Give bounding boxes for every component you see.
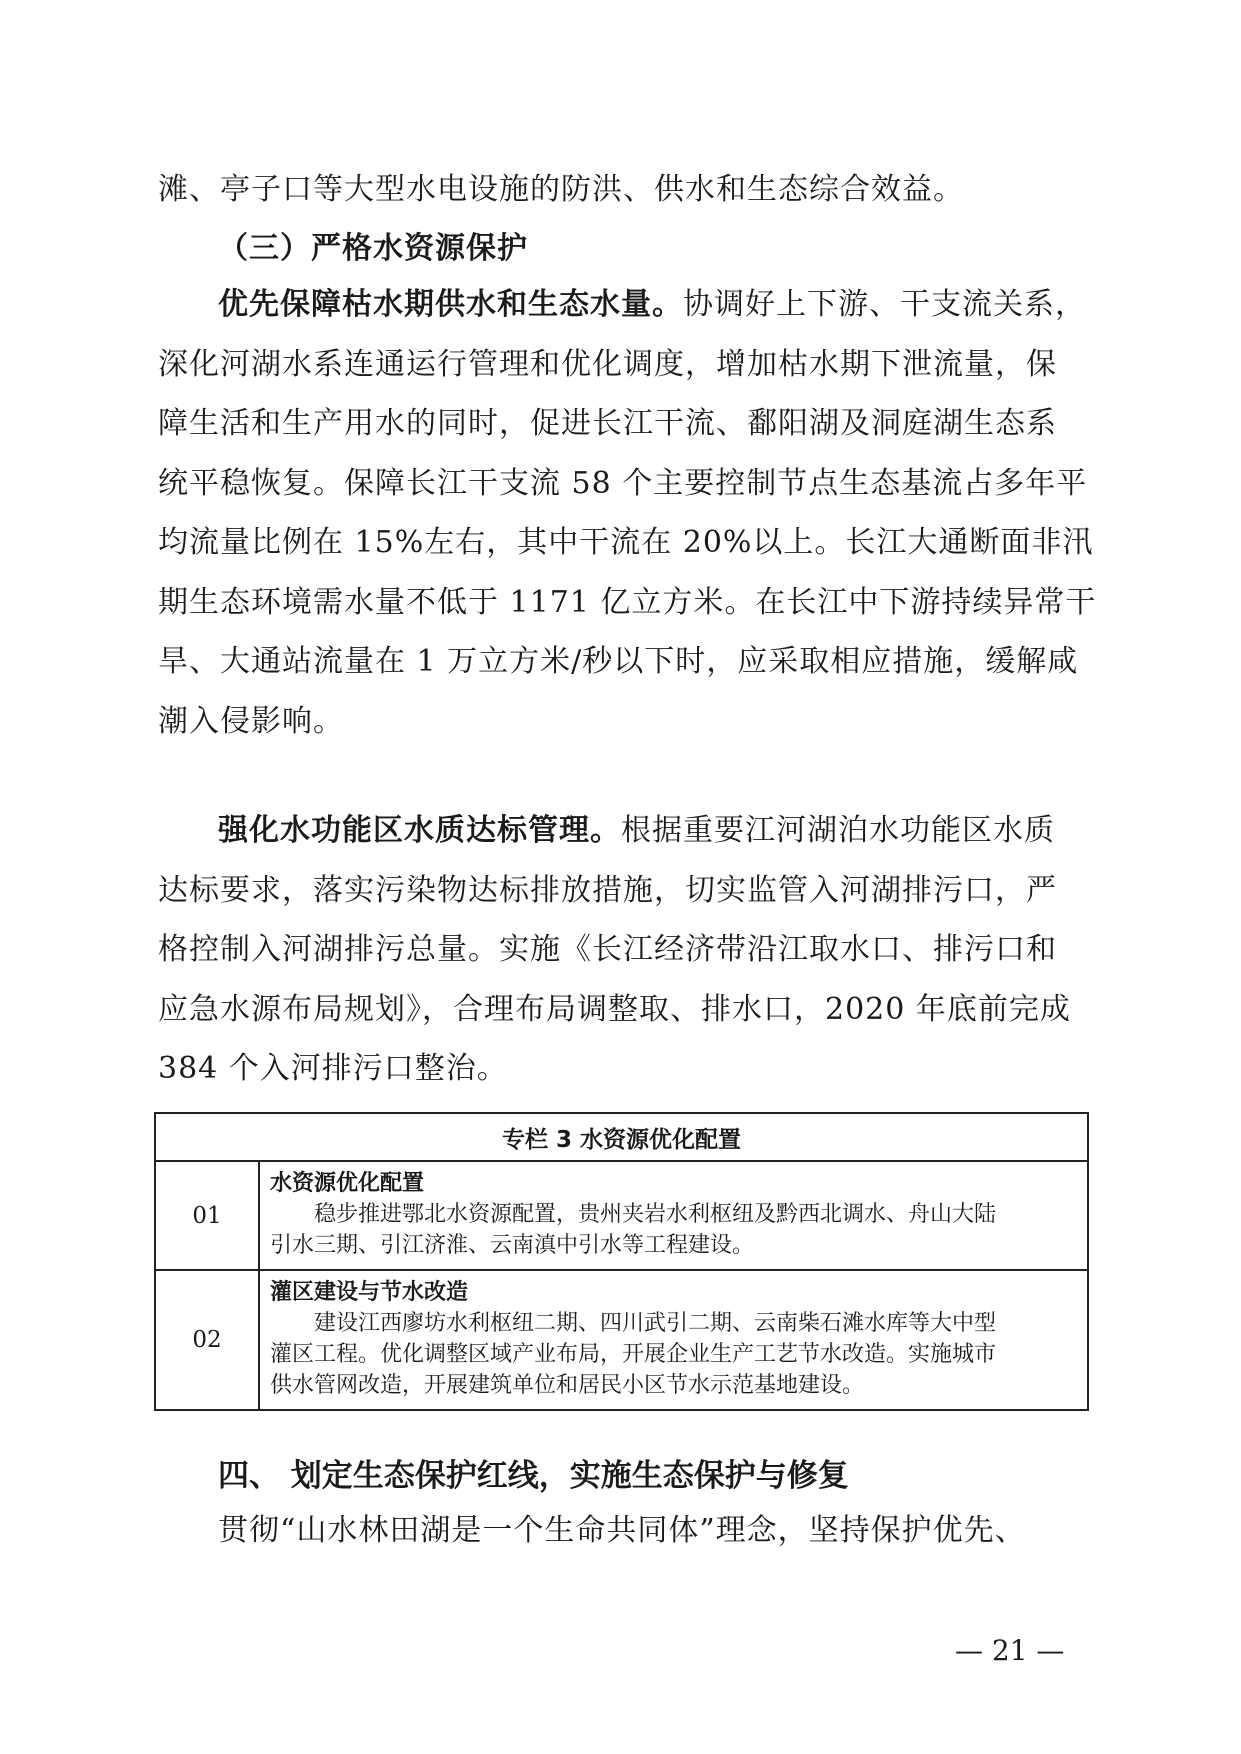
box-item-title: 灌区建设与节水改造	[270, 1280, 469, 1305]
page-number: — 21 —	[955, 1634, 1065, 1667]
text-line	[158, 275, 1088, 335]
paragraph-water-quality	[158, 801, 1088, 1099]
box-item-line: 建设江西廖坊水利枢纽二期、四川武引二期、云南柴石滩水库等大中型	[314, 1311, 997, 1336]
text-line: 旱、大通站流量在 1 万立方米/秒以下时，应采取相应措施，缓解咸	[158, 644, 1079, 679]
box-item-content	[259, 1161, 1088, 1270]
box-item-line: 引水三期、引江济淮、云南滇中引水等工程建设。	[270, 1233, 755, 1258]
text-line: 应急水源布局规划》，合理布局调整取、排水口，2020 年底前完成	[158, 991, 1071, 1027]
paragraph-lead: 优先保障枯水期供水和生态水量。	[218, 287, 683, 322]
text-line: 格控制入河湖排污总量。实施《长江经济带沿江取水口、排污口和	[158, 932, 1057, 967]
text-line: 统平稳恢复。保障长江干支流 58 个主要控制节点生态基流占多年平	[158, 465, 1088, 501]
text-line: 贯彻“山水林田湖是一个生命共同体”理念，坚持保护优先、	[218, 1513, 1026, 1548]
text-fragment: 根据重要江河湖泊水功能区水质	[621, 813, 1055, 848]
text-line: 均流量比例在 15%左右，其中干流在 20%以上。长江大通断面非汛	[158, 525, 1094, 560]
box-item-line: 灌区工程。优化调整区域产业布局，开展企业生产工艺节水改造。实施城市	[270, 1342, 997, 1367]
paragraph-lead: 强化水功能区水质达标管理。	[218, 813, 621, 848]
section-heading: 四、 划定生态保护红线，实施生态保护与修复	[218, 1458, 849, 1494]
text-line: 滩、亭子口等大型水电设施的防洪、供水和生态综合效益。	[158, 172, 964, 207]
text-line: 384 个入河排污口整治。	[158, 1051, 508, 1086]
box-item-number: 01	[155, 1161, 259, 1270]
box-item-title: 水资源优化配置	[270, 1171, 425, 1196]
paragraph-continuation	[158, 160, 1088, 220]
column-box-table	[154, 1112, 1089, 1411]
text-line: 期生态环境需水量不低于 1171 亿立方米。在长江中下游持续异常干	[158, 584, 1097, 620]
text-line: 潮入侵影响。	[158, 703, 344, 739]
box-item-number: 02	[155, 1270, 259, 1410]
text-fragment: 协调好上下游、干支流关系，	[683, 287, 1086, 322]
text-line	[158, 801, 1088, 861]
box-item-line: 稳步推进鄂北水资源配置，贵州夹岩水利枢纽及黔西北调水、舟山大陆	[314, 1202, 997, 1227]
box-header-row	[155, 1113, 1088, 1161]
paragraph-ecological-water	[158, 275, 1097, 751]
paragraph-section4-intro	[158, 1501, 1088, 1561]
text-line: 深化河湖水系连通运行管理和优化调度，增加枯水期下泄流量，保	[158, 346, 1057, 382]
subsection-heading: （三）严格水资源保护	[218, 231, 528, 266]
box-row	[155, 1161, 1088, 1270]
text-line: 障生活和生产用水的同时，促进长江干流、鄱阳湖及洞庭湖生态系	[158, 406, 1057, 441]
box-item-content	[259, 1270, 1088, 1410]
box-row	[155, 1270, 1088, 1410]
text-line: 达标要求，落实污染物达标排放措施，切实监管入河湖排污口，严	[158, 872, 1057, 908]
box-item-line: 供水管网改造，开展建筑单位和居民小区节水示范基地建设。	[270, 1373, 865, 1398]
box-title: 专栏 3 水资源优化配置	[155, 1113, 1088, 1161]
